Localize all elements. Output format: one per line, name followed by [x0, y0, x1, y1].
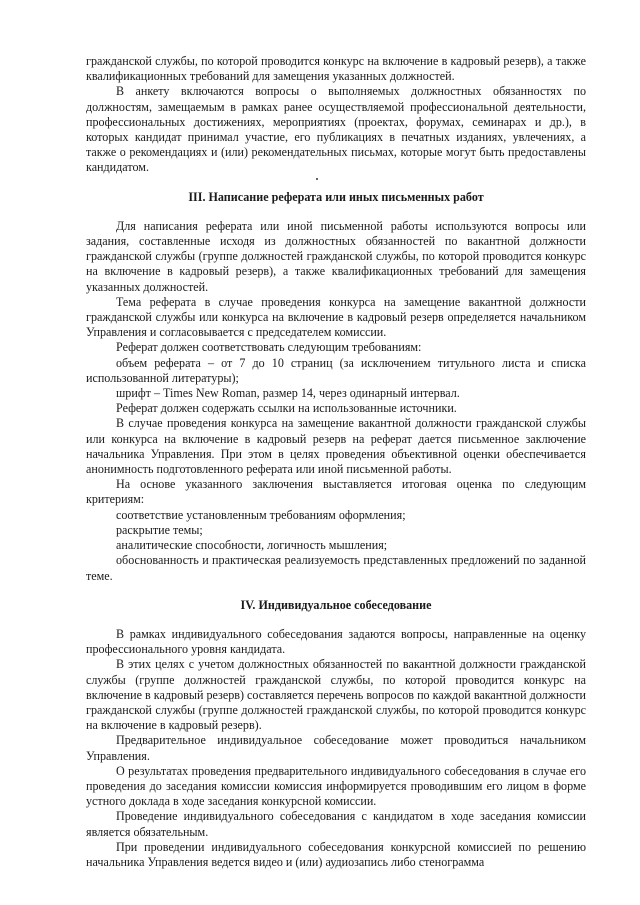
paragraph: На основе указанного заключения выставляется итоговая оценка по следующим критериям: — [86, 477, 586, 507]
paragraph: В анкету включаются вопросы о выполняемых должностных обязанностях по должностям, замещаемым в рамках ранее осуществляемой профессиональной деятельности, профессиональных достижениях, мероприятиях (проектах, форумах, семинарах и др.), в которых кандидат принимал участие, его публикациях в печатных изданиях, увлечениях, а также о рекомендациях и (или) рекомендательных письмах, которые могут быть предоставлены кандидатом. — [86, 84, 586, 175]
paragraph: Реферат должен содержать ссылки на использованные источники. — [116, 401, 457, 416]
list-item: объем реферата – от 7 до 10 страниц (за исключением титульного листа и списка использованной литературы); — [86, 355, 586, 385]
paragraph: В этих целях с учетом должностных обязанностей по вакантной должности гражданской службы (группе должностей гражданской службы, по которой проводится конкурс на включение в кадровый резерв) составляется перечень вопросов по каждой вакантной должности гражданской службы (группе должностей гражданской службы, по которой проводится конкурс на включение в кадровый резерв). — [86, 657, 586, 733]
list-item: соответствие установленным требованиям оформления; — [116, 507, 406, 522]
section-heading: III. Написание реферата или иных письменных работ — [188, 189, 484, 204]
section-heading: IV. Индивидуальное собеседование — [240, 597, 432, 612]
paragraph: В случае проведения конкурса на замещение вакантной должности гражданской службы или конкурса на включение в кадровый резерв на реферат дается письменное заключение начальника Управления. При этом в целях проведения объективной оценки обеспечивается анонимность подготовленного реферата или иной письменной работы. — [86, 416, 586, 477]
list-item: раскрытие темы; — [116, 522, 203, 537]
paragraph: Проведение индивидуального собеседования с кандидатом в ходе заседания комиссии является обязательным. — [86, 809, 586, 839]
paragraph: При проведении индивидуального собеседования конкурсной комиссией по решению начальника Управления ведется видео и (или) аудиозапись либо стенограмма — [86, 839, 586, 869]
document-page — [86, 54, 586, 870]
list-item: шрифт – Times New Roman, размер 14, через одинарный интервал. — [116, 386, 460, 401]
paragraph: О результатах проведения предварительного индивидуального собеседования в случае его проведения до заседания комиссии комиссия информируется проводившим его лицом в форме устного доклада в ходе заседания конкурсной комиссии. — [86, 763, 586, 809]
scan-speck — [316, 178, 318, 180]
list-item: аналитические способности, логичность мышления; — [116, 538, 388, 553]
paragraph: Тема реферата в случае проведения конкурса на замещение вакантной должности гражданской службы или конкурса на включение в кадровый резерв определяется начальником Управления и согласовывается с председателем комиссии. — [86, 294, 586, 340]
paragraph: Предварительное индивидуальное собеседование может проводиться начальником Управления. — [86, 733, 586, 763]
paragraph: Для написания реферата или иной письменной работы используются вопросы или задания, составленные исходя из должностных обязанностей по вакантной должности гражданской службы (группе должностей гражданской службы, по которой проводится конкурс на включение в кадровый резерв), а также квалификационных требований для замещения указанных должностей. — [86, 218, 586, 294]
list-item: обоснованность и практическая реализуемость представленных предложений по заданной теме. — [86, 553, 586, 583]
paragraph: гражданской службы, по которой проводится конкурс на включение в кадровый резерв), а также квалификационных требований для замещения указанных должностей. — [86, 54, 586, 84]
paragraph: Реферат должен соответствовать следующим требованиям: — [116, 340, 422, 355]
paragraph: В рамках индивидуального собеседования задаются вопросы, направленные на оценку профессионального уровня кандидата. — [86, 626, 586, 657]
